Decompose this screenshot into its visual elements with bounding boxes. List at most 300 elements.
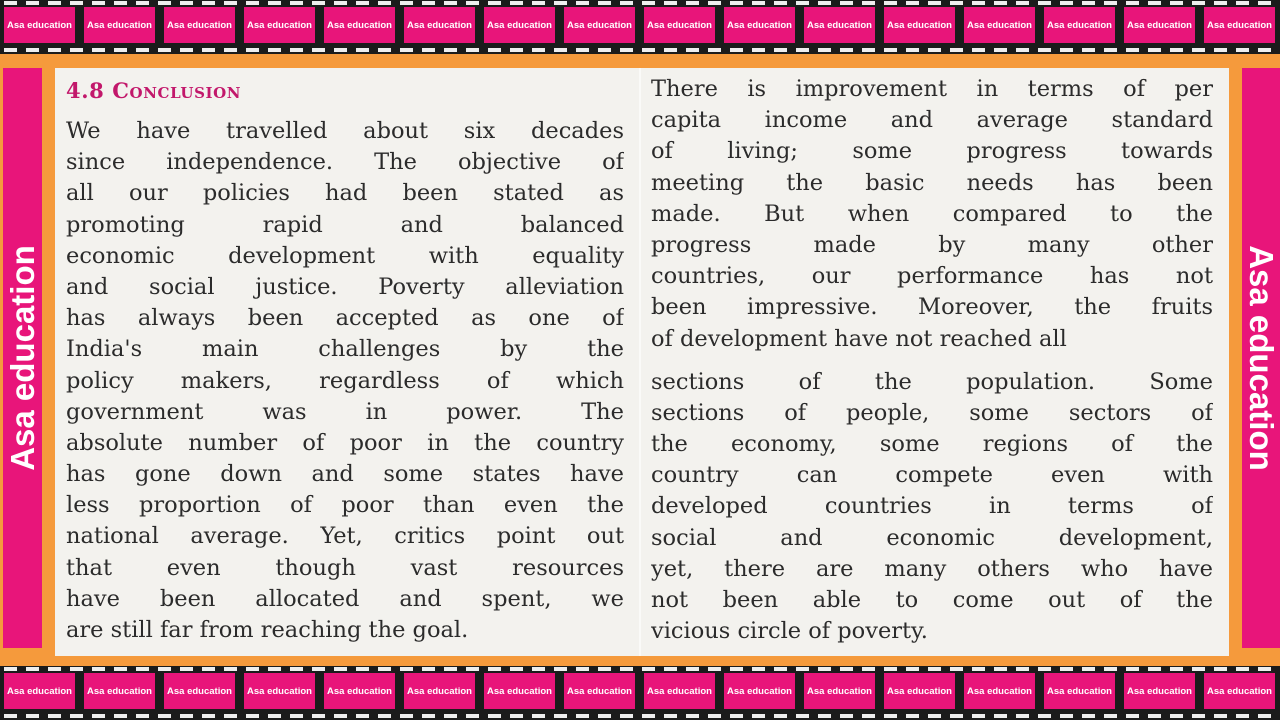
perforation-hole <box>422 667 435 671</box>
perforation-hole <box>158 1 171 5</box>
perforation-hole <box>92 714 105 718</box>
perforation-hole <box>620 1 633 5</box>
perforation-hole <box>48 1 61 5</box>
perforation-hole <box>1236 714 1249 718</box>
perforation-hole <box>202 1 215 5</box>
perforation-hole <box>1214 1 1227 5</box>
perforation-hole <box>730 48 743 52</box>
perforation-hole <box>994 1 1007 5</box>
perforation-hole <box>1038 1 1051 5</box>
perforation-hole <box>1258 714 1271 718</box>
text-line: been impressive. Moreover, the fruits <box>651 294 1213 321</box>
perforation-hole <box>4 48 17 52</box>
perforation-hole <box>994 48 1007 52</box>
perforation-hole <box>1082 1 1095 5</box>
perforation-hole <box>862 667 875 671</box>
perforation-hole <box>752 714 765 718</box>
perforation-hole <box>840 667 853 671</box>
perforation-hole <box>422 1 435 5</box>
text-line: social and economic development, <box>651 524 1213 551</box>
perforation-hole <box>224 714 237 718</box>
watermark-frame: Asa education <box>724 673 795 709</box>
perforation-hole <box>466 714 479 718</box>
perforation-hole <box>1192 48 1205 52</box>
perforation-hole <box>576 714 589 718</box>
right-column <box>651 68 1213 647</box>
watermark-frame: Asa education <box>884 7 955 43</box>
perforation-hole <box>950 667 963 671</box>
perforation-hole <box>972 714 985 718</box>
perforation-hole <box>950 1 963 5</box>
perforation-hole <box>620 667 633 671</box>
perforation-hole <box>1126 48 1139 52</box>
perforation-hole <box>312 667 325 671</box>
watermark-frame: Asa education <box>884 673 955 709</box>
perforation-hole <box>642 667 655 671</box>
text-line: has gone down and some states have <box>66 461 624 488</box>
section-heading: 4.8 Conclusion <box>66 78 242 103</box>
perforation-hole <box>1016 667 1029 671</box>
perforation-hole <box>664 714 677 718</box>
perforation-hole <box>180 714 193 718</box>
perforation-hole <box>774 667 787 671</box>
perforation-hole <box>642 1 655 5</box>
perforation-hole <box>906 667 919 671</box>
perforation-hole <box>356 48 369 52</box>
perforation-hole <box>598 714 611 718</box>
perforation-hole <box>1060 667 1073 671</box>
perforation-hole <box>356 667 369 671</box>
perforation-hole <box>1104 714 1117 718</box>
perforation-hole <box>466 667 479 671</box>
perforation-hole <box>312 714 325 718</box>
perforation-hole <box>884 667 897 671</box>
perforation-hole <box>1214 714 1227 718</box>
text-line: There is improvement in terms of per <box>651 76 1213 102</box>
perforation-hole <box>862 1 875 5</box>
watermark-frame: Asa education <box>1044 673 1115 709</box>
perforation-hole <box>224 48 237 52</box>
perforation-hole <box>532 667 545 671</box>
watermark-frame: Asa education <box>4 673 75 709</box>
perforation-hole <box>92 48 105 52</box>
text-line: of development have not reached all <box>651 325 1067 352</box>
watermark-frame: Asa education <box>644 673 715 709</box>
perforation-hole <box>202 48 215 52</box>
text-line: developed countries in terms of <box>651 493 1213 520</box>
film-perforations <box>0 48 1280 53</box>
watermark-frame: Asa education <box>564 673 635 709</box>
perforation-hole <box>92 1 105 5</box>
watermark-frame: Asa education <box>84 7 155 43</box>
watermark-frame: Asa education <box>564 7 635 43</box>
perforation-hole <box>708 1 721 5</box>
perforation-hole <box>554 667 567 671</box>
perforation-hole <box>686 714 699 718</box>
perforation-hole <box>246 714 259 718</box>
perforation-hole <box>840 714 853 718</box>
perforation-hole <box>378 48 391 52</box>
perforation-hole <box>1060 1 1073 5</box>
perforation-hole <box>180 48 193 52</box>
perforation-hole <box>642 48 655 52</box>
perforation-hole <box>26 667 39 671</box>
perforation-hole <box>642 714 655 718</box>
watermark-frame: Asa education <box>324 673 395 709</box>
perforation-hole <box>928 667 941 671</box>
text-line: and social justice. Poverty alleviation <box>66 273 624 300</box>
perforation-hole <box>1170 714 1183 718</box>
perforation-hole <box>246 48 259 52</box>
text-line: has always been accepted as one of <box>66 305 624 332</box>
text-line: absolute number of poor in the country <box>66 429 624 456</box>
perforation-hole <box>290 1 303 5</box>
perforation-hole <box>840 48 853 52</box>
text-line: economic development with equality <box>66 242 624 269</box>
watermark-frame: Asa education <box>964 7 1035 43</box>
perforation-hole <box>70 714 83 718</box>
perforation-hole <box>136 667 149 671</box>
perforation-hole <box>378 667 391 671</box>
perforation-hole <box>620 714 633 718</box>
perforation-hole <box>994 667 1007 671</box>
perforation-hole <box>730 667 743 671</box>
perforation-hole <box>114 714 127 718</box>
right-watermark-bar <box>1242 68 1280 648</box>
perforation-hole <box>136 714 149 718</box>
left-watermark-bar <box>3 68 42 648</box>
perforation-hole <box>400 1 413 5</box>
perforation-hole <box>884 714 897 718</box>
text-line: meeting the basic needs has been <box>651 169 1213 196</box>
perforation-hole <box>708 48 721 52</box>
perforation-hole <box>488 48 501 52</box>
bottom-filmstrip-banner <box>0 666 1280 720</box>
perforation-hole <box>950 714 963 718</box>
perforation-hole <box>1148 48 1161 52</box>
perforation-hole <box>1016 714 1029 718</box>
perforation-hole <box>114 48 127 52</box>
perforation-hole <box>444 667 457 671</box>
perforation-hole <box>752 667 765 671</box>
perforation-hole <box>1104 667 1117 671</box>
perforation-hole <box>356 714 369 718</box>
perforation-hole <box>1038 667 1051 671</box>
watermark-frame: Asa education <box>1204 673 1275 709</box>
perforation-hole <box>620 48 633 52</box>
textbook-page <box>55 68 1229 656</box>
perforation-hole <box>246 1 259 5</box>
perforation-hole <box>730 1 743 5</box>
text-line: are still far from reaching the goal. <box>66 617 469 643</box>
perforation-hole <box>1214 667 1227 671</box>
perforation-hole <box>290 667 303 671</box>
perforation-hole <box>158 714 171 718</box>
perforation-hole <box>290 48 303 52</box>
perforation-hole <box>774 714 787 718</box>
perforation-hole <box>400 714 413 718</box>
perforation-hole <box>334 667 347 671</box>
text-line: government was in power. The <box>66 398 624 425</box>
perforation-hole <box>532 48 545 52</box>
perforation-hole <box>928 714 941 718</box>
perforation-hole <box>70 667 83 671</box>
perforation-hole <box>136 48 149 52</box>
column-divider <box>639 68 641 656</box>
perforation-hole <box>576 48 589 52</box>
perforation-hole <box>994 714 1007 718</box>
film-perforations <box>0 667 1280 672</box>
perforation-hole <box>136 1 149 5</box>
perforation-hole <box>444 714 457 718</box>
watermark-frame: Asa education <box>484 7 555 43</box>
perforation-hole <box>1060 48 1073 52</box>
perforation-hole <box>356 1 369 5</box>
film-perforations <box>0 714 1280 719</box>
perforation-hole <box>180 667 193 671</box>
perforation-hole <box>1038 48 1051 52</box>
perforation-hole <box>48 714 61 718</box>
perforation-hole <box>818 667 831 671</box>
perforation-hole <box>598 1 611 5</box>
watermark-frame: Asa education <box>244 673 315 709</box>
perforation-hole <box>1126 714 1139 718</box>
watermark-frame: Asa education <box>724 7 795 43</box>
perforation-hole <box>730 714 743 718</box>
perforation-hole <box>1192 1 1205 5</box>
text-line: yet, there are many others who have <box>651 555 1213 582</box>
watermark-frame: Asa education <box>164 673 235 709</box>
perforation-hole <box>202 667 215 671</box>
text-line: have been allocated and spent, we <box>66 585 624 612</box>
perforation-hole <box>598 667 611 671</box>
perforation-hole <box>114 1 127 5</box>
perforation-hole <box>180 1 193 5</box>
perforation-hole <box>1104 1 1117 5</box>
text-line: vicious circle of poverty. <box>651 618 928 645</box>
watermark-frame: Asa education <box>804 7 875 43</box>
perforation-hole <box>422 714 435 718</box>
watermark-frame: Asa education <box>84 673 155 709</box>
perforation-hole <box>268 714 281 718</box>
perforation-hole <box>1016 48 1029 52</box>
perforation-hole <box>818 48 831 52</box>
perforation-hole <box>4 667 17 671</box>
perforation-hole <box>664 667 677 671</box>
perforation-hole <box>400 667 413 671</box>
perforation-hole <box>1192 667 1205 671</box>
watermark-frame: Asa education <box>1204 7 1275 43</box>
perforation-hole <box>972 1 985 5</box>
watermark-frame: Asa education <box>324 7 395 43</box>
perforation-hole <box>1082 714 1095 718</box>
perforation-hole <box>708 667 721 671</box>
perforation-hole <box>268 48 281 52</box>
perforation-hole <box>1214 48 1227 52</box>
watermark-frame: Asa education <box>244 7 315 43</box>
perforation-hole <box>796 1 809 5</box>
perforation-hole <box>158 48 171 52</box>
text-line: progress made by many other <box>651 231 1213 258</box>
perforation-hole <box>202 714 215 718</box>
perforation-hole <box>884 48 897 52</box>
perforation-hole <box>862 48 875 52</box>
perforation-hole <box>114 667 127 671</box>
perforation-hole <box>268 667 281 671</box>
perforation-hole <box>378 714 391 718</box>
text-line: promoting rapid and balanced <box>66 211 624 238</box>
perforation-hole <box>576 1 589 5</box>
perforation-hole <box>906 714 919 718</box>
perforation-hole <box>664 1 677 5</box>
text-line: India's main challenges by the <box>66 336 624 363</box>
perforation-hole <box>224 667 237 671</box>
perforation-hole <box>466 48 479 52</box>
perforation-hole <box>378 1 391 5</box>
text-line: less proportion of poor than even the <box>66 492 624 519</box>
text-line: sections of people, some sectors of <box>651 399 1213 426</box>
top-filmstrip-banner <box>0 0 1280 54</box>
perforation-hole <box>444 1 457 5</box>
perforation-hole <box>510 714 523 718</box>
watermark-frame: Asa education <box>804 673 875 709</box>
perforation-hole <box>928 1 941 5</box>
text-line: not been able to come out of the <box>651 587 1213 613</box>
perforation-hole <box>774 1 787 5</box>
perforation-hole <box>422 48 435 52</box>
watermark-frames <box>4 7 1280 45</box>
perforation-hole <box>906 48 919 52</box>
perforation-hole <box>1126 1 1139 5</box>
perforation-hole <box>1236 667 1249 671</box>
perforation-hole <box>1170 1 1183 5</box>
perforation-hole <box>26 714 39 718</box>
perforation-hole <box>444 48 457 52</box>
watermark-frame: Asa education <box>1124 7 1195 43</box>
perforation-hole <box>334 48 347 52</box>
perforation-hole <box>818 1 831 5</box>
perforation-hole <box>92 667 105 671</box>
text-line: the economy, some regions of the <box>651 431 1213 458</box>
perforation-hole <box>928 48 941 52</box>
perforation-hole <box>686 1 699 5</box>
perforation-hole <box>312 48 325 52</box>
perforation-hole <box>1148 1 1161 5</box>
perforation-hole <box>466 1 479 5</box>
perforation-hole <box>598 48 611 52</box>
perforation-hole <box>510 1 523 5</box>
watermark-frame: Asa education <box>1044 7 1115 43</box>
watermark-frame: Asa education <box>4 7 75 43</box>
watermark-frame: Asa education <box>404 673 475 709</box>
text-line: We have travelled about six decades <box>66 118 624 144</box>
perforation-hole <box>510 48 523 52</box>
perforation-hole <box>972 48 985 52</box>
perforation-hole <box>906 1 919 5</box>
watermark-label: Asa education <box>3 245 41 471</box>
left-column <box>66 68 624 646</box>
perforation-hole <box>532 1 545 5</box>
perforation-hole <box>1082 48 1095 52</box>
text-line: of living; some progress towards <box>651 138 1213 165</box>
perforation-hole <box>796 667 809 671</box>
perforation-hole <box>554 1 567 5</box>
text-line: that even though vast resources <box>66 554 624 581</box>
perforation-hole <box>1170 667 1183 671</box>
perforation-hole <box>488 667 501 671</box>
perforation-hole <box>1236 48 1249 52</box>
perforation-hole <box>158 667 171 671</box>
perforation-hole <box>488 714 501 718</box>
perforation-hole <box>1060 714 1073 718</box>
text-line: policy makers, regardless of which <box>66 367 624 394</box>
watermark-frame: Asa education <box>404 7 475 43</box>
text-line: made. But when compared to the <box>651 200 1213 227</box>
perforation-hole <box>554 714 567 718</box>
perforation-hole <box>26 1 39 5</box>
perforation-hole <box>752 1 765 5</box>
perforation-hole <box>752 48 765 52</box>
perforation-hole <box>1148 667 1161 671</box>
perforation-hole <box>48 667 61 671</box>
text-line: since independence. The objective of <box>66 149 624 176</box>
perforation-hole <box>312 1 325 5</box>
perforation-hole <box>1258 667 1271 671</box>
watermark-label: Asa education <box>1243 245 1280 471</box>
perforation-hole <box>796 48 809 52</box>
perforation-hole <box>708 714 721 718</box>
perforation-hole <box>532 714 545 718</box>
perforation-hole <box>268 1 281 5</box>
perforation-hole <box>224 1 237 5</box>
perforation-hole <box>1126 667 1139 671</box>
perforation-hole <box>972 667 985 671</box>
text-line: capita income and average standard <box>651 107 1213 134</box>
watermark-frame: Asa education <box>164 7 235 43</box>
text-line: all our policies had been stated as <box>66 180 624 207</box>
perforation-hole <box>488 1 501 5</box>
text-line: sections of the population. Some <box>651 368 1213 395</box>
perforation-hole <box>48 48 61 52</box>
perforation-hole <box>884 1 897 5</box>
text-line: country can compete even with <box>651 462 1213 489</box>
perforation-hole <box>576 667 589 671</box>
perforation-hole <box>1258 48 1271 52</box>
perforation-hole <box>1236 1 1249 5</box>
perforation-hole <box>796 714 809 718</box>
perforation-hole <box>400 48 413 52</box>
perforation-hole <box>950 48 963 52</box>
text-line: national average. Yet, critics point out <box>66 523 624 550</box>
perforation-hole <box>1258 1 1271 5</box>
perforation-hole <box>1082 667 1095 671</box>
watermark-frame: Asa education <box>1124 673 1195 709</box>
perforation-hole <box>1016 1 1029 5</box>
perforation-hole <box>1148 714 1161 718</box>
perforation-hole <box>862 714 875 718</box>
perforation-hole <box>818 714 831 718</box>
watermark-frame: Asa education <box>964 673 1035 709</box>
perforation-hole <box>334 714 347 718</box>
perforation-hole <box>840 1 853 5</box>
text-line: countries, our performance has not <box>651 263 1213 290</box>
watermark-frame: Asa education <box>644 7 715 43</box>
perforation-hole <box>686 48 699 52</box>
perforation-hole <box>334 1 347 5</box>
perforation-hole <box>4 1 17 5</box>
perforation-hole <box>664 48 677 52</box>
perforation-hole <box>686 667 699 671</box>
